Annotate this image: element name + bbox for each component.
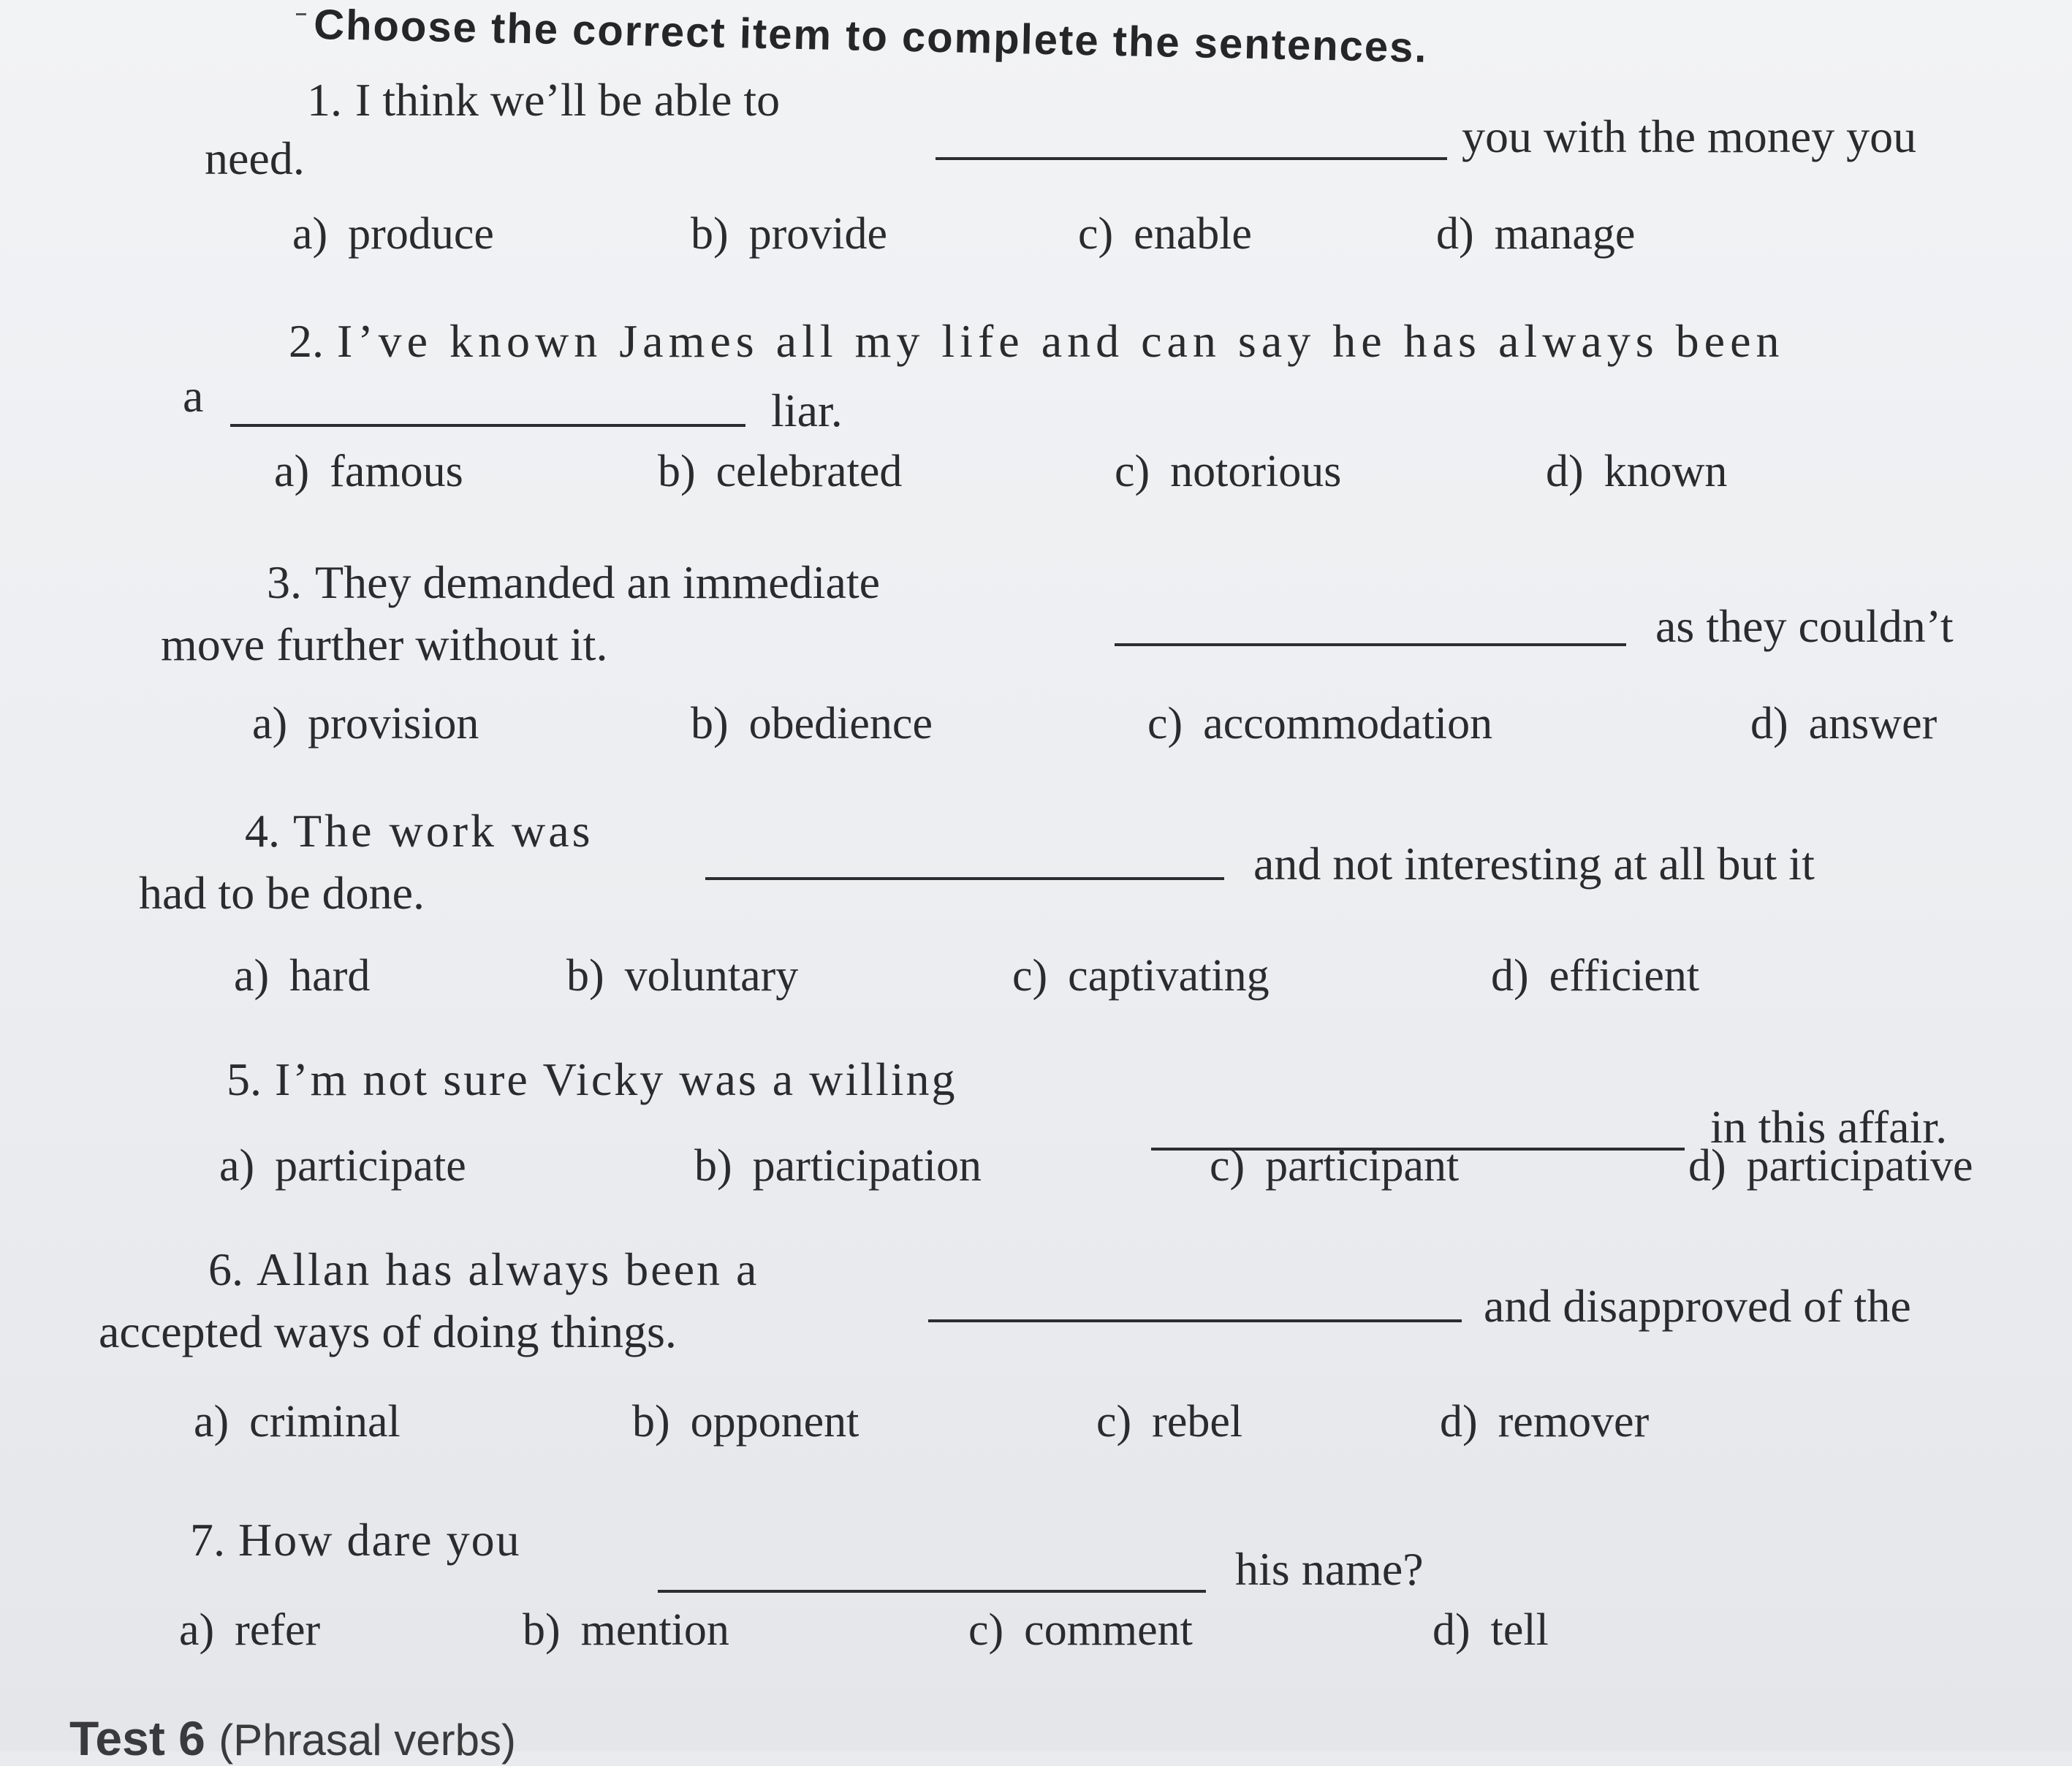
- exercise-heading: Choose the correct item to complete the sentences.: [313, 0, 1429, 72]
- question-1-options: [292, 208, 2046, 274]
- question-3-after: as they couldn’t: [1655, 600, 1954, 652]
- question-4-after: and not interesting at all but it: [1253, 838, 1815, 890]
- question-5-text: [227, 1053, 957, 1107]
- option-c[interactable]: c) rebel: [1096, 1397, 1243, 1447]
- option-b[interactable]: b) mention: [523, 1605, 729, 1655]
- question-6-after: and disapproved of the: [1484, 1280, 1911, 1332]
- question-3-blank[interactable]: [1115, 643, 1626, 646]
- option-c[interactable]: c) comment: [968, 1605, 1193, 1655]
- question-2-options: [274, 446, 2028, 512]
- question-2-after: liar.: [771, 384, 843, 436]
- question-5-after: in this affair.: [1710, 1101, 1948, 1153]
- next-test-heading: [69, 1710, 516, 1766]
- question-6-text: [208, 1243, 759, 1297]
- question-stem: I’m not sure Vicky was a willing: [275, 1053, 957, 1105]
- question-number: 3.: [267, 556, 302, 608]
- option-d[interactable]: d) manage: [1436, 209, 1636, 259]
- heading-dash: [296, 13, 306, 15]
- option-d[interactable]: d) participative: [1688, 1141, 1973, 1191]
- question-1-text: [307, 73, 780, 127]
- question-number: 5.: [227, 1053, 262, 1105]
- question-1-blank[interactable]: [936, 157, 1447, 160]
- option-d[interactable]: d) known: [1546, 447, 1728, 496]
- next-test-subtitle: (Phrasal verbs): [219, 1716, 516, 1765]
- option-b[interactable]: b) celebrated: [658, 447, 903, 496]
- question-number: 6.: [208, 1243, 243, 1295]
- option-c[interactable]: c) enable: [1078, 209, 1252, 259]
- option-b[interactable]: b) provide: [691, 209, 888, 259]
- option-c[interactable]: c) participant: [1210, 1141, 1460, 1191]
- question-7-after: his name?: [1235, 1543, 1424, 1595]
- question-1-after: you with the money you: [1462, 110, 1917, 162]
- question-3-options: [252, 698, 2035, 764]
- option-d[interactable]: d) answer: [1750, 699, 1938, 749]
- option-a[interactable]: a) produce: [292, 209, 494, 259]
- question-1-continuation: need.: [205, 132, 305, 184]
- option-b[interactable]: b) participation: [694, 1141, 982, 1191]
- question-stem: How dare you: [238, 1514, 521, 1566]
- question-3-continuation: move further without it.: [161, 618, 608, 670]
- option-c[interactable]: c) captivating: [1012, 951, 1270, 1001]
- option-a[interactable]: a) hard: [234, 951, 371, 1001]
- question-7-blank[interactable]: [658, 1590, 1206, 1593]
- question-5-options: [219, 1140, 2054, 1206]
- option-a[interactable]: a) famous: [274, 447, 463, 496]
- question-3-text: [267, 556, 880, 610]
- option-b[interactable]: b) opponent: [632, 1397, 859, 1447]
- question-stem: I think we’ll be able to: [355, 74, 781, 126]
- question-stem: Allan has always been a: [257, 1243, 759, 1295]
- question-4-blank[interactable]: [705, 877, 1224, 880]
- question-6-blank[interactable]: [928, 1319, 1462, 1322]
- question-number: 7.: [190, 1514, 225, 1566]
- question-2-text: [289, 314, 1784, 368]
- question-7-text: [190, 1513, 521, 1567]
- question-4-options: [234, 950, 2017, 1016]
- option-a[interactable]: a) refer: [179, 1605, 321, 1655]
- option-c[interactable]: c) notorious: [1115, 447, 1342, 496]
- option-d[interactable]: d) efficient: [1491, 951, 1700, 1001]
- question-number: 4.: [245, 805, 280, 857]
- question-number: 2.: [289, 315, 324, 367]
- question-stem: The work was: [293, 805, 593, 857]
- option-b[interactable]: b) obedience: [691, 699, 933, 749]
- option-a[interactable]: a) criminal: [194, 1397, 401, 1447]
- question-number: 1.: [307, 74, 342, 126]
- question-4-text: [245, 804, 593, 858]
- question-4-continuation: had to be done.: [139, 867, 425, 919]
- question-2-blank[interactable]: [230, 424, 745, 427]
- question-stem: I’ve known James all my life and can say he has always been: [337, 315, 1785, 367]
- question-7-options: [179, 1604, 1933, 1670]
- option-a[interactable]: a) provision: [252, 699, 479, 749]
- option-d[interactable]: d) tell: [1432, 1605, 1549, 1655]
- question-6-continuation: accepted ways of doing things.: [99, 1305, 677, 1357]
- question-2-article: a: [183, 370, 204, 422]
- option-a[interactable]: a) participate: [219, 1141, 466, 1191]
- option-b[interactable]: b) voluntary: [566, 951, 799, 1001]
- question-stem: They demanded an immediate: [315, 556, 881, 608]
- question-6-options: [194, 1396, 1948, 1462]
- option-c[interactable]: c) accommodation: [1147, 699, 1493, 749]
- option-d[interactable]: d) remover: [1440, 1397, 1650, 1447]
- next-test-title: Test 6: [69, 1711, 205, 1765]
